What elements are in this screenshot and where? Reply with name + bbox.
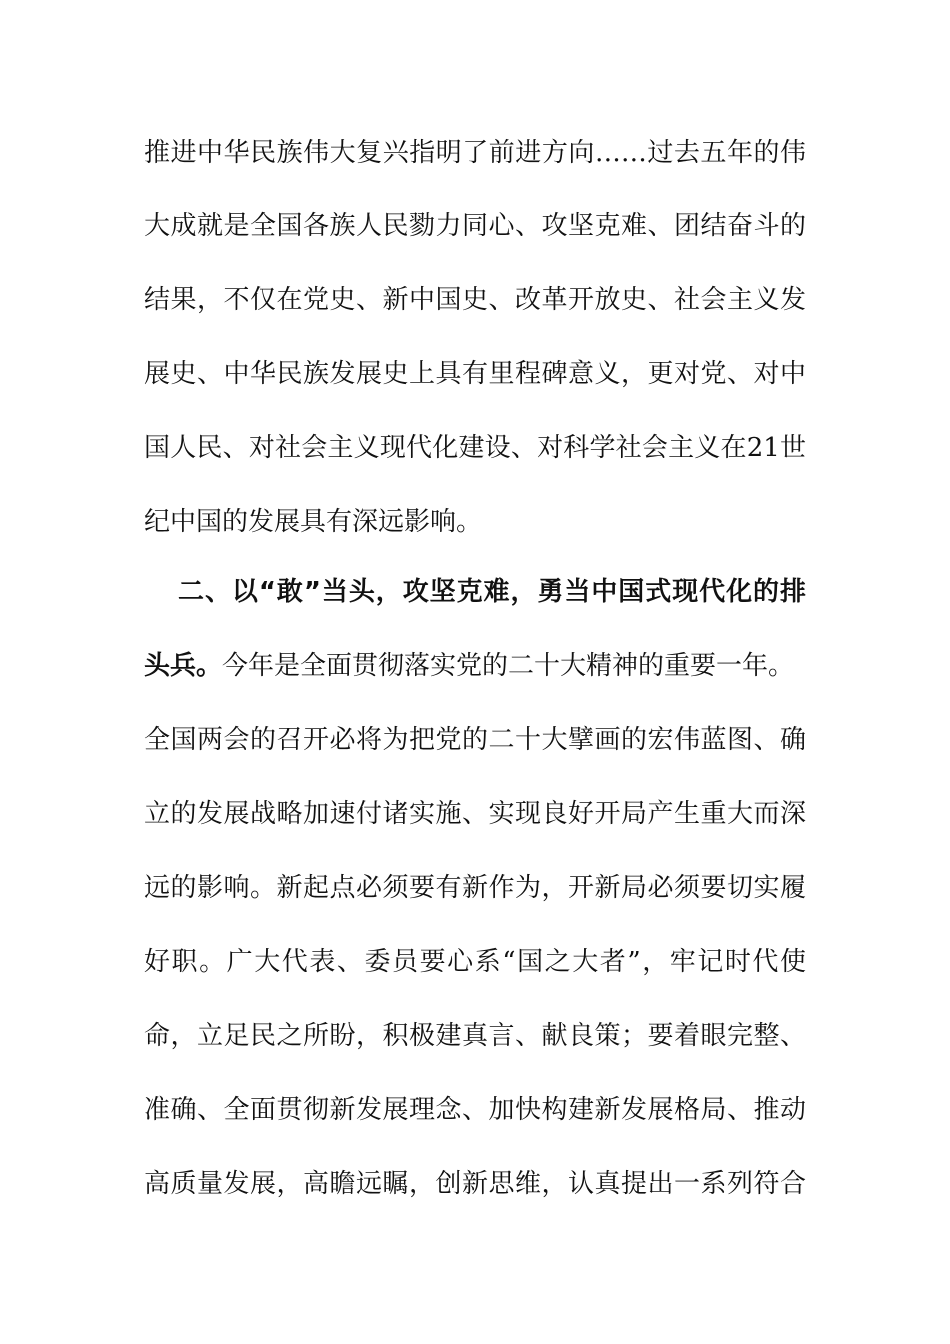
section-heading-end: 头兵。 [144, 651, 223, 681]
body-text-line: 纪中国的发展具有深远影响。 [144, 507, 483, 537]
body-text-line: 好职。广大代表、委员要心系“国之大者”，牢记时代使 [144, 947, 806, 977]
body-text-line: 准确、全面贯彻新发展理念、加快构建新发展格局、推动 [144, 1095, 806, 1125]
body-text-line: 展史、中华民族发展史上具有里程碑意义，更对党、对中 [144, 359, 806, 389]
body-text-segment: 今年是全面贯彻落实党的二十大精神的重要一年。 [222, 651, 795, 681]
body-text-line: 推进中华民族伟大复兴指明了前进方向……过去五年的伟 [144, 138, 806, 168]
body-text-line: 结果，不仅在党史、新中国史、改革开放史、社会主义发 [144, 285, 806, 315]
section-heading: 二、以“敢”当头，攻坚克难，勇当中国式现代化的排 [178, 577, 806, 607]
body-text-line: 立的发展战略加速付诸实施、实现良好开局产生重大而深 [144, 799, 806, 829]
body-text-line: 远的影响。新起点必须要有新作为，开新局必须要切实履 [144, 873, 806, 903]
body-text-line: 高质量发展，高瞻远瞩，创新思维，认真提出一系列符合 [144, 1169, 806, 1199]
body-text-line: 命，立足民之所盼，积极建真言、献良策；要着眼完整、 [144, 1021, 806, 1051]
body-text-line: 全国两会的召开必将为把党的二十大擘画的宏伟蓝图、确 [144, 725, 806, 755]
heading-continuation-line [144, 646, 806, 686]
body-text-line: 大成就是全国各族人民勠力同心、攻坚克难、团结奋斗的 [144, 211, 806, 241]
body-text-line: 国人民、对社会主义现代化建设、对科学社会主义在21世 [144, 433, 806, 463]
